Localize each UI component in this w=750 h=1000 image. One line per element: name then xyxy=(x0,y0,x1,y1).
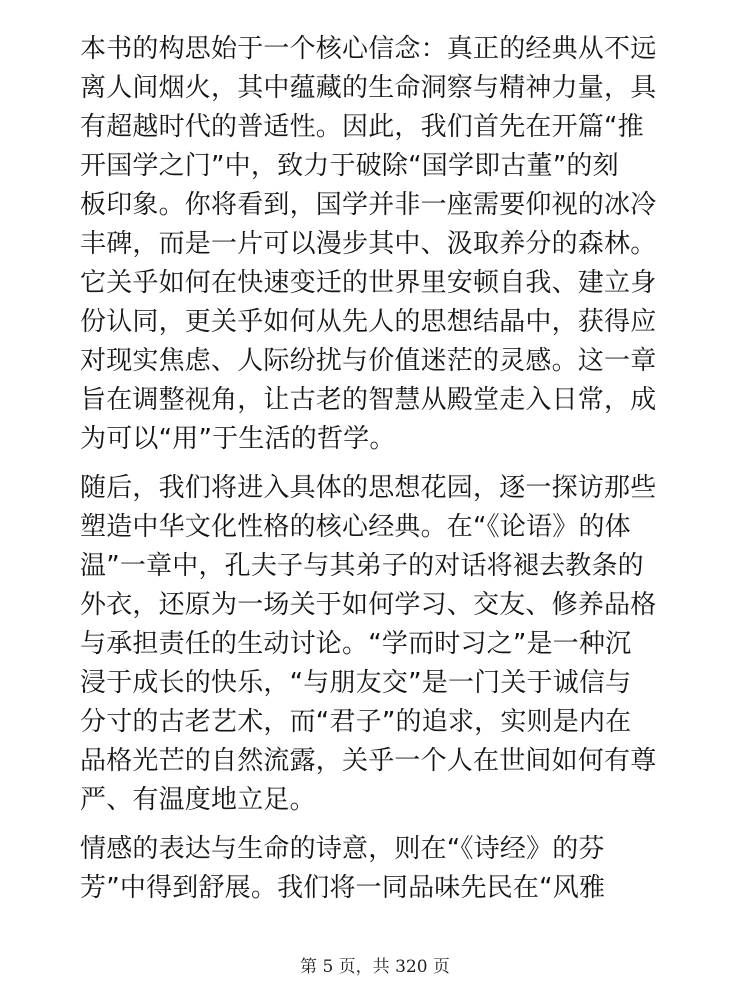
text-line: 本书的构思始于一个核心信念：真正的经典从不远 xyxy=(80,34,657,64)
text-line: 塑造中华文化性格的核心经典。在“《论语》的体 xyxy=(80,512,631,542)
text-line: 芳”中得到舒展。我们将一同品味先民在“风雅 xyxy=(80,873,606,903)
text-line: 旨在调整视角，让古老的智慧从殿堂走入日常，成 xyxy=(80,385,657,415)
text-line: 严、有温度地立足。 xyxy=(80,785,316,815)
text-line: 板印象。你将看到，国学并非一座需要仰视的冰冷 xyxy=(80,190,657,220)
text-line: 份认同，更关乎如何从先人的思想结晶中，获得应 xyxy=(80,307,657,337)
text-line: 与承担责任的生动讨论。“学而时习之”是一种沉 xyxy=(80,629,632,659)
text-line: 情感的表达与生命的诗意，则在“《诗经》的芬 xyxy=(80,834,605,864)
text-line: 品格光芒的自然流露，关乎一个人在世间如何有尊 xyxy=(80,746,657,776)
text-line: 随后，我们将进入具体的思想花园，逐一探访那些 xyxy=(80,473,657,503)
text-line: 对现实焦虑、人际纷扰与价值迷茫的灵感。这一章 xyxy=(80,346,657,376)
text-line: 开国学之门”中，致力于破除“国学即古董”的刻 xyxy=(80,151,619,181)
text-line: 它关乎如何在快速变迁的世界里安顿自我、建立身 xyxy=(80,268,657,298)
paragraph-3 xyxy=(80,830,670,908)
paragraph-1 xyxy=(80,30,670,459)
text-line: 为可以“用”于生活的哲学。 xyxy=(80,424,396,454)
text-line: 外衣，还原为一场关于如何学习、交友、修养品格 xyxy=(80,590,657,620)
text-line: 浸于成长的快乐，“与朋友交”是一门关于诚信与 xyxy=(80,668,632,698)
paragraph-2 xyxy=(80,469,670,820)
text-line: 离人间烟火，其中蕴藏的生命洞察与精神力量，具 xyxy=(80,73,657,103)
text-line: 分寸的古老艺术，而“君子”的追求，实则是内在 xyxy=(80,707,632,737)
page-number-footer: 第 5 页，共 320 页 xyxy=(300,957,450,977)
text-line: 温”一章中，孔夫子与其弟子的对话将褪去教条的 xyxy=(80,551,644,581)
text-line: 有超越时代的普适性。因此，我们首先在开篇“推 xyxy=(80,112,644,142)
body-text xyxy=(80,30,670,908)
text-line: 丰碑，而是一片可以漫步其中、汲取养分的森林。 xyxy=(80,229,657,259)
